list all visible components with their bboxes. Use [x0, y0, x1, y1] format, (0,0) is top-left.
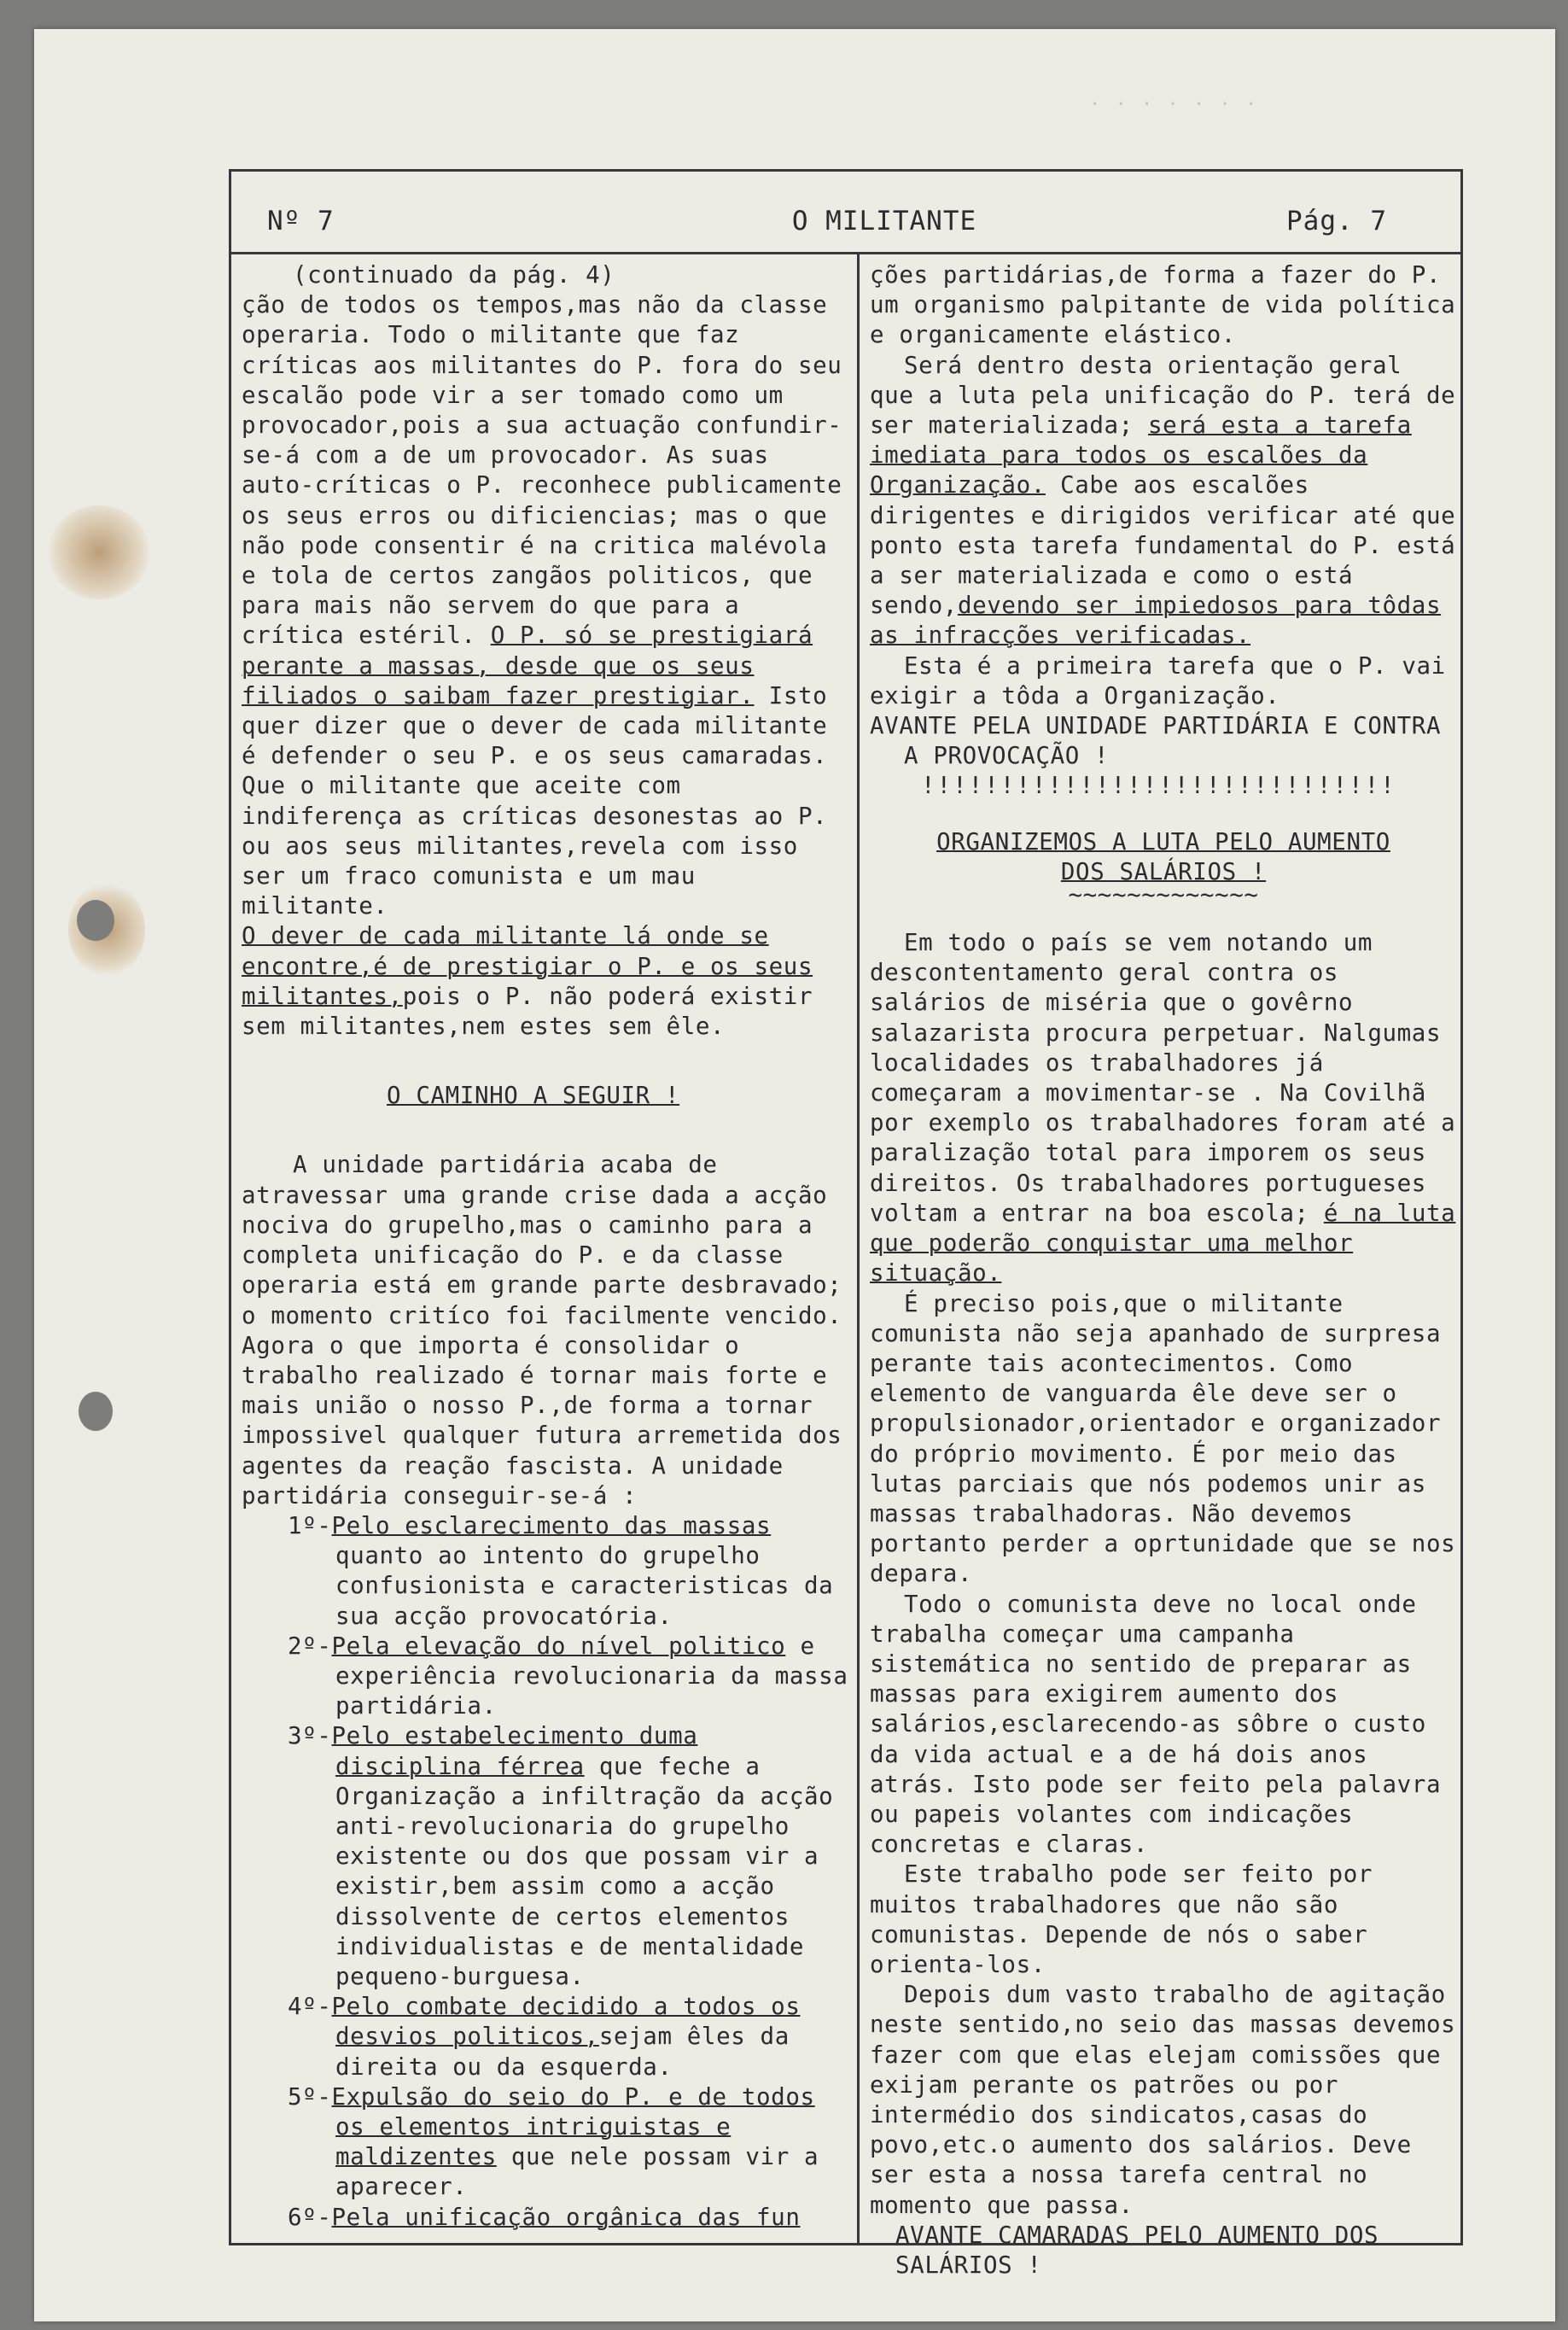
paragraph: A unidade partidária acaba de atravessar uma grande crise dada a acção nociva do grupelho,mas o caminho para a completa unificação do P. e da classe operaria está em grande parte desbravado; o momento critíco foi facilmente vencido. Agora o que importa é consolidar o trabalho realizado é tornar mais forte e mais união o nosso P.,de forma a tornar impossivel qualquer futura arremetida dos agentes da reação fascista. A unidade partidária conseguir-se-á : — [242, 1151, 842, 1510]
publication-title: O MILITANTE — [791, 206, 977, 237]
paragraph: Em todo o país se vem notando um descontentamento geral contra os salários de miséria que o govêrno salazarista procura perpetuar. Nalgumas localidades os trabalhadores já começaram a movimentar-se . Na Covilhã por exemplo os trabalhadores foram até a paralização total para imporem os seus direitos. Os trabalhadores portugueses voltam a entrar na boa escola; é na luta que poderão conquistar uma melhor situação. — [870, 929, 1456, 1288]
section-title: ORGANIZEMOS A LUTA PELO AUMENTO — [936, 827, 1390, 856]
paragraph: Este trabalho pode ser feito por muitos trabalhadores que não são comunistas. Depende de nós o saber orienta-los. — [870, 1860, 1373, 1978]
underlined-text: O dever de cada militante lá onde se encontre,é de prestigiar o P. e os seus militantes, — [242, 922, 813, 1010]
list-item: 1º-Pelo esclarecimento das massas quanto ao intento do grupelho confusionista e caracteristicas da sua acção provocatória. — [288, 1511, 834, 1630]
column-divider — [857, 252, 860, 2243]
paragraph: ção de todos os tempos,mas não da classe operaria. Todo o militante que faz críticas aos militantes do P. fora do seu escalão pode vir a ser tomado como um provocador,pois a sua actuação confundir-se-á com a de um provocador. As suas auto-críticas o P. reconhece publicamente os seus erros ou dificiencias; mas o que não pode consentir é na critica malévola e tola de certos zangãos politicos, que para mais não servem do que para a crítica estéril. O P. só se prestigiará perante a massas, desde que os seus filiados o saibam fazer prestigiar. Isto quer dizer que o dever de cada militante é defender o seu P. e os seus camaradas. Que o militante que aceite com indiferença as críticas desonestas ao P. ou aos seus militantes,revela com isso ser um fraco comunista e um mau militante. — [242, 291, 842, 920]
faint-bleed-through: · · · · · · · — [1089, 94, 1259, 115]
divider-marks: !!!!!!!!!!!!!!!!!!!!!!!!!!!!!! — [921, 772, 1396, 800]
paragraph: Esta é a primeira tarefa que o P. vai exigir a tôda a Organização. — [870, 651, 1446, 710]
paragraph: É preciso pois,que o militante comunista não seja apanhado de surpresa perante tais acontecimentos. Como elemento de vanguarda êle deve ser o propulsionador,orientador e organizador do próprio movimento. É por meio das lutas parciais que nós podemos unir as massas trabalhadoras. Não devemos portanto perder a oprtunidade que se nos depara. — [870, 1289, 1456, 1588]
rust-stain — [48, 505, 150, 599]
list-item: 6º-Pela unificação orgânica das fun — [288, 2203, 801, 2231]
header-divider — [231, 252, 1460, 254]
list-item: 4º-Pelo combate decidido a todos os desvios politicos,sejam êles da direita ou da esquerda. — [288, 1993, 801, 2081]
paragraph: O dever de cada militante lá onde se encontre,é de prestigiar o P. e os seus militantes,pois o P. não poderá existir sem militantes,nem estes sem êle. — [242, 922, 813, 1041]
punch-hole — [77, 900, 114, 941]
punch-hole — [79, 1392, 113, 1431]
continued-note: (continuado da pág. 4) — [293, 261, 615, 289]
list-item: 2º-Pela elevação do nível politico e experiência revolucionaria da massa partidária. — [288, 1632, 848, 1720]
section-title: O CAMINHO A SEGUIR ! — [387, 1082, 680, 1110]
underlined-text: O P. só se prestigiará perante a massas, desde que os seus filiados o saibam fazer prestigiar. — [242, 622, 813, 710]
wave-divider: ~~~~~~~~~~~~~ — [1068, 881, 1259, 909]
right-column — [870, 260, 1457, 2279]
paper-sheet — [34, 29, 1555, 2321]
paragraph: Depois dum vasto trabalho de agitação neste sentido,no seio das massas devemos fazer com que elas elejam comissões que exijam perante os patrões ou por intermédio dos sindicatos,casas do povo,etc.o aumento dos salários. Deve ser esta a nossa tarefa central no momento que passa. — [870, 1981, 1456, 2219]
paragraph: ções partidárias,de forma a fazer do P. um organismo palpitante de vida política e organicamente elástico. — [870, 261, 1456, 349]
underlined-text: devendo ser impiedosos para tôdas as infracções verificadas. — [870, 592, 1442, 650]
paragraph: Todo o comunista deve no local onde trabalha começar uma campanha sistemática no sentido de preparar as massas para exigirem aumento dos salários,esclarecendo-as sôbre o custo da vida actual e a de há dois anos atrás. Isto pode ser feito pela palavra ou papeis volantes com indicações concretas e claras. — [870, 1590, 1442, 1859]
page-number: Pág. 7 — [1286, 206, 1387, 237]
issue-number: Nº 7 — [267, 206, 335, 237]
left-column — [242, 260, 851, 2236]
list-item: 5º-Expulsão do seio do P. e de todos os elementos intriguistas e maldizentes que nele possam vir a aparecer. — [288, 2082, 819, 2201]
underlined-text: é na luta que poderão conquistar uma melhor situação. — [870, 1199, 1456, 1288]
list-item: 3º-Pelo estabelecimento duma disciplina férrea que feche a Organização a infiltração da acção anti-revolucionaria do grupelho existente ou dos que possam vir a existir,bem assim como a acção dissolvente de certos elementos individualistas e de mentalidade pequeno-burguesa. — [288, 1722, 834, 1990]
underlined-text: será esta a tarefa imediata para todos os escalões da Organização. — [870, 412, 1412, 499]
paragraph: Será dentro desta orientação geral que a luta pela unificação do P. terá de ser materializada; será esta a tarefa imediata para todos os escalões da Organização. Cabe aos escalões dirigentes e dirigidos verificar até que ponto esta tarefa fundamental do P. está a ser materializada e como o está sendo,devendo ser impiedosos para tôdas as infracções verificadas. — [870, 351, 1456, 650]
page-frame — [229, 169, 1463, 2279]
slogan: AVANTE PELA UNIDADE PARTIDÁRIA E CONTRA A PROVOCAÇÃO ! — [870, 712, 1442, 770]
slogan: AVANTE CAMARADAS PELO AUMENTO DOS SALÁRIOS ! — [895, 2221, 1379, 2279]
section-title: DOS SALÁRIOS ! — [1060, 857, 1267, 885]
